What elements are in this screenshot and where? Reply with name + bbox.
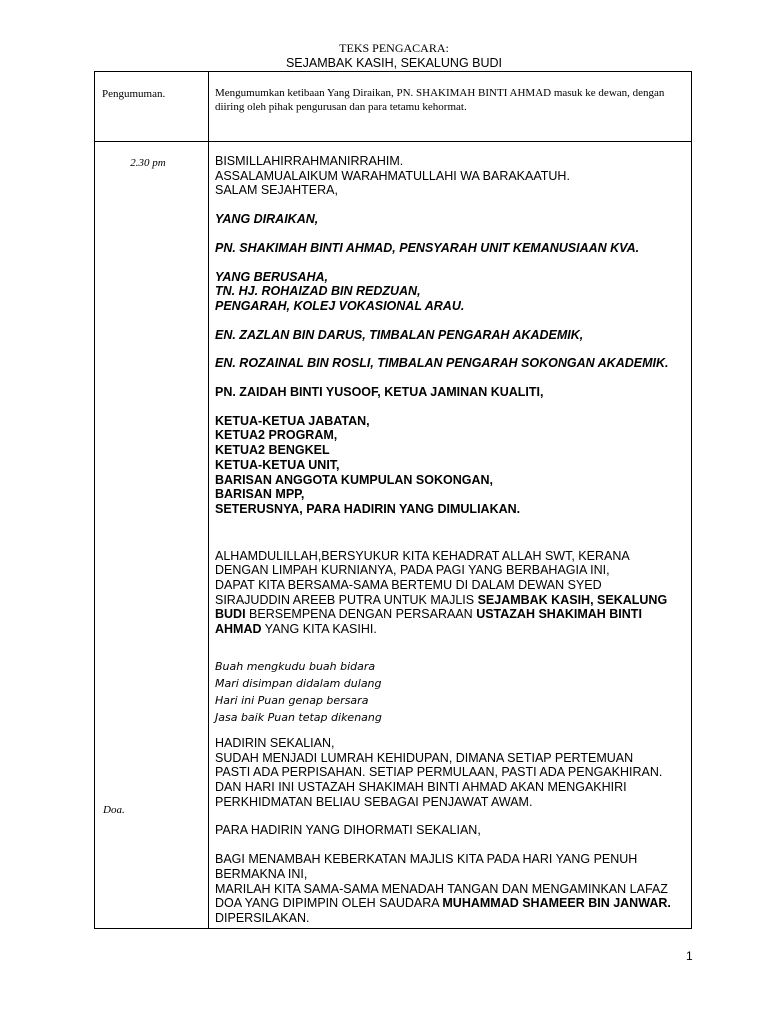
row-label-cell bbox=[95, 142, 209, 929]
paragraph-line: DAPAT KITA BERSAMA-SAMA BERTEMU DI DALAM DEWAN SYED bbox=[215, 578, 602, 593]
para-hadirin: PARA HADIRIN YANG DIHORMATI SEKALIAN, bbox=[215, 823, 481, 838]
paragraph-line: PASTI ADA PERPISAHAN. SETIAP PERMULAAN, PASTI ADA PENGAKHIRAN. bbox=[215, 765, 663, 780]
list-item: KETUA2 BENGKEL bbox=[215, 443, 330, 458]
paragraph-line: BUDI BERSEMPENA DENGAN PERSARAAN USTAZAH SHAKIMAH BINTI bbox=[215, 607, 642, 622]
list-item: KETUA2 PROGRAM, bbox=[215, 428, 338, 443]
greeting-block bbox=[215, 154, 685, 198]
paragraph-line: DOA YANG DIPIMPIN OLEH SAUDARA MUHAMMAD SHAMEER BIN JANWAR. bbox=[215, 896, 671, 911]
row-label: Pengumuman. bbox=[95, 72, 209, 142]
list-item: KETUA-KETUA UNIT, bbox=[215, 457, 340, 472]
hadirin-paragraph bbox=[215, 736, 685, 810]
bagi-paragraph bbox=[215, 852, 685, 926]
doa-label: Doa. bbox=[103, 804, 125, 816]
verse-line: Jasa baik Puan tetap dikenang bbox=[215, 710, 382, 724]
paragraph-line: DIPERSILAKAN. bbox=[215, 910, 310, 925]
verse-line: Hari ini Puan genap bersara bbox=[215, 693, 369, 707]
paragraph-line: SUDAH MENJADI LUMRAH KEHIDUPAN, DIMANA SETIAP PERTEMUAN bbox=[215, 750, 634, 765]
list-item: SETERUSNYA, PARA HADIRIN YANG DIMULIAKAN. bbox=[215, 501, 521, 516]
greeting-line: SALAM SEJAHTERA, bbox=[215, 183, 338, 198]
list-item: BARISAN ANGGOTA KUMPULAN SOKONGAN, bbox=[215, 472, 494, 487]
table-row bbox=[95, 142, 692, 929]
paragraph-line: HADIRIN SEKALIAN, bbox=[215, 735, 335, 750]
paragraph-line: ALHAMDULILLAH,BERSYUKUR KITA KEHADRAT ALLAH SWT, KERANA bbox=[215, 548, 630, 563]
announcement-text: Mengumumkan ketibaan Yang Diraikan, PN. SHAKIMAH BINTI AHMAD masuk ke dewan, dengan diiring oleh pihak pengurusan dan para tetamu kehormat. bbox=[209, 72, 692, 142]
paragraph-line: PERKHIDMATAN BELIAU SEBAGAI PENJAWAT AWAM. bbox=[215, 794, 533, 809]
list-item: BARISAN MPP, bbox=[215, 487, 305, 502]
director-block bbox=[215, 270, 685, 314]
page-number: 1 bbox=[686, 949, 693, 963]
list-item: KETUA-KETUA JABATAN, bbox=[215, 413, 370, 428]
director-line: YANG BERUSAHA, bbox=[215, 269, 328, 284]
paragraph-line: DAN HARI INI USTAZAH SHAKIMAH BINTI AHMAD AKAN MENGAKHIRI bbox=[215, 779, 627, 794]
pantun-verse bbox=[215, 658, 685, 726]
verse-line: Mari disimpan didalam dulang bbox=[215, 676, 382, 690]
paragraph-line: BERMAKNA INI, bbox=[215, 866, 308, 881]
time-label: 2.30 pm bbox=[130, 157, 166, 169]
paragraph-line: AHMAD YANG KITA KASIHI. bbox=[215, 622, 377, 637]
paragraph-line: SIRAJUDDIN AREEB PUTRA UNTUK MAJLIS SEJAMBAK KASIH, SEKALUNG bbox=[215, 592, 668, 607]
greeting-line: BISMILLAHIRRAHMANIRRAHIM. bbox=[215, 154, 404, 168]
script-table bbox=[94, 71, 692, 929]
quality-head: PN. ZAIDAH BINTI YUSOOF, KETUA JAMINAN KUALITI, bbox=[215, 385, 544, 400]
document-title: TEKS PENGACARA: bbox=[339, 41, 449, 55]
table-row bbox=[95, 72, 692, 142]
director-line: TN. HJ. ROHAIZAD BIN REDZUAN, bbox=[215, 284, 421, 299]
yang-diraikan: YANG DIRAIKAN, bbox=[215, 212, 319, 227]
verse-line: Buah mengkudu buah bidara bbox=[215, 659, 376, 673]
deputy-academic: EN. ZAZLAN BIN DARUS, TIMBALAN PENGARAH AKADEMIK, bbox=[215, 327, 584, 342]
director-line: PENGARAH, KOLEJ VOKASIONAL ARAU. bbox=[215, 298, 465, 313]
heads-list bbox=[215, 414, 685, 517]
script-content bbox=[209, 142, 692, 929]
greeting-line: ASSALAMUALAIKUM WARAHMATULLAHI WA BARAKAATUH. bbox=[215, 168, 570, 183]
deputy-support: EN. ROZAINAL BIN ROSLI, TIMBALAN PENGARAH SOKONGAN AKADEMIK. bbox=[215, 356, 669, 371]
guest-of-honour: PN. SHAKIMAH BINTI AHMAD, PENSYARAH UNIT KEMANUSIAAN KVA. bbox=[215, 240, 640, 255]
paragraph-line: BAGI MENAMBAH KEBERKATAN MAJLIS KITA PADA HARI YANG PENUH bbox=[215, 852, 638, 867]
paragraph-line: DENGAN LIMPAH KURNIANYA, PADA PAGI YANG BERBAHAGIA INI, bbox=[215, 563, 610, 578]
alhamdulillah-paragraph bbox=[215, 549, 685, 637]
paragraph-line: MARILAH KITA SAMA-SAMA MENADAH TANGAN DAN MENGAMINKAN LAFAZ bbox=[215, 881, 668, 896]
event-title: SEJAMBAK KASIH, SEKALUNG BUDI bbox=[285, 56, 503, 70]
